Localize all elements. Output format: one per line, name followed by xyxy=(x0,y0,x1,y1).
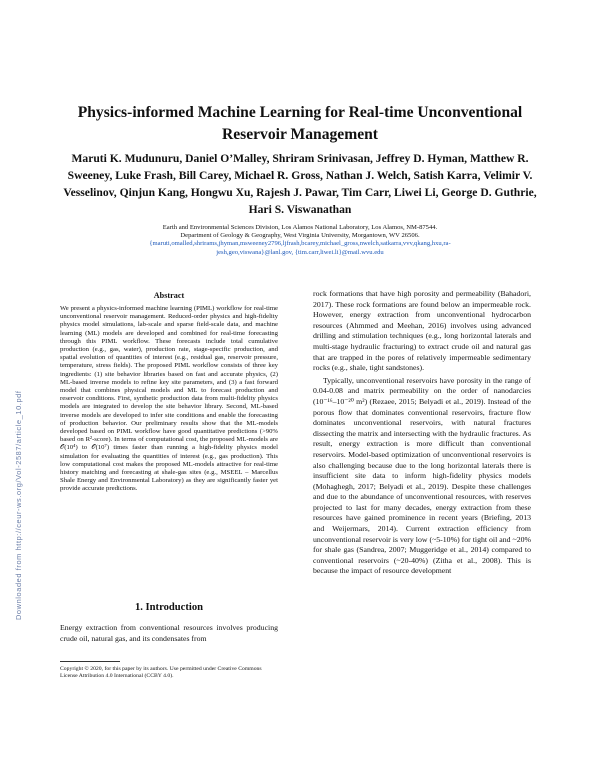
download-stamp-text[interactable]: Downloaded from http://ceur-ws.org/Vol-2587/article_10.pdf xyxy=(14,390,23,620)
paper-title: Physics-informed Machine Learning for Real-time Unconventional Reservoir Management xyxy=(77,104,523,143)
abstract-heading: Abstract xyxy=(153,291,185,300)
affiliation-lanl: Earth and Environmental Sciences Division, Los Alamos National Laboratory, Los Alamos, NM-87544. xyxy=(162,224,438,231)
introduction-heading: 1. Introduction xyxy=(134,602,204,613)
email-link-lanl[interactable]: {maruti,omalled,shrirams,jhyman,msweeney2796,ljfrash,bcarey,michael_gross,nwelch,satkarra,vvv,qkang,hxu,ra- xyxy=(149,240,451,248)
footnote-divider xyxy=(60,661,120,662)
right-column xyxy=(313,289,531,577)
introduction-right-paragraph-2: Typically, unconventional reservoirs have porosity in the range of 0.04-0.08 and matrix permeability on the order of nanodarcies (10⁻¹⁶–10⁻²⁰ m²) (Rezaee, 2015; Belyadi et al., 2019). Instead of the porous flow that dominates conventional reservoirs, fracture flow dominates unconventional reservoirs, with natural fractures dissecting the matrix and intersecting with the hydraulic fractures. As result, energy extraction is more difficult than conventional reservoirs. Model-based optimization of unconventional reservoirs is also challenging because due to the long horizontal laterals there is insufficient site data to inform high-fidelity physics models (Mohaghegh, 2017; Belyadi et al., 2019). Despite these challenges and due to the abundance of unconventional resources, with reserves projected to last for many decades, energy extraction from these resources have gained prominence in recent years (Briefing, 2013 and Weijermars, 2014). Current extraction efficiency from unconventional reservoir is very low (~5-10%) for tight oil and ~20% for shale gas (Sandrea, 2007; Muggeridge et al., 2014) compared to conventional reservoirs (~20-40%) (Zitha et al., 2008). This is because the impact of resource development xyxy=(313,375,531,576)
email-link-lanl-cont[interactable]: jesh,geo,viswana}@lanl.gov, xyxy=(216,248,294,256)
abstract-text: We present a physics-informed machine learning (PIML) workflow for real-time unconventional reservoir management. Reduced-order physics and high-fidelity physics model simulations, lab-scale and sparse field-scale data, and machine learning (ML) models are developed and combined for real-time forecasting through this PIML workflow. These forecasts include total cumulative production (e.g., gas, water), production rate, stage-specific production, and spatial evolution of quantities of interest (e.g., residual gas, reservoir pressure, temperature, stress fields). The proposed PIML workflow consists of three key ingredients: (1) site behavior libraries based on fast and accurate physics, (2) ML-based inverse models to refine key site parameters, and (3) a fast forward model that combines physical models and ML to forecast production and reservoir conditions. First, synthetic production data from multi-fidelity physics models are integrated to develop the site behavior library. Second, ML-based inverse models are developed to infer site conditions and enable the forecasting of production behavior. Our preliminary results show that the ML-models developed based on PIML workflow have good quantitative predictions (>90% based on R²-score). In terms of computational cost, the proposed ML-models are 𝒪(10⁴) to 𝒪(10⁷) times faster than running a high-fidelity physics model simulation for evaluating the quantities of interest (e.g., gas production). This low computational cost makes the proposed ML-models attractive for real-time history matching and forecasting at shale-gas sites (e.g., MSEEL – Marcellus Shale Energy and Environmental Laboratory) as they are significantly faster yet provide accurate predictions. xyxy=(60,305,278,493)
affiliation-wvu: Department of Geology & Geography, West Virginia University, Morgantown, WV 26506. xyxy=(180,232,420,240)
download-stamp xyxy=(3,390,23,620)
email-link-wvu[interactable]: {tim.carr,liwei.li}@mail.wvu.edu xyxy=(294,248,384,256)
copyright-footnote: Copyright © 2020, for this paper by its authors. Use permitted under Creative Commons License Attribution 4.0 International (CCBY 4.0). xyxy=(60,666,262,679)
introduction-right-paragraph-1: rock formations that have high porosity and permeability (Bahadori, 2017). These rock formations are found below an impermeable rock. However, energy extraction from unconventional hydrocarbon resources (Ahmmed and Meehan, 2016) involves using advanced drilling and stimulation techniques (e.g., long horizontal laterals and multi-stage hydraulic fracturing) to extract crude oil and natural gas that are trapped in the pores of relatively impermeable sedimentary rocks (e.g., shale, tight sandstones). xyxy=(313,289,531,373)
affiliations xyxy=(40,224,560,257)
introduction-left-paragraph: Energy extraction from conventional resources involves producing crude oil, natural gas, and its condensates from xyxy=(60,623,278,643)
author-list: Maruti K. Mudunuru, Daniel O’Malley, Shriram Srinivasan, Jeffrey D. Hyman, Matthew R. Sweeney, Luke Frash, Bill Carey, Michael R. Gross, Nathan J. Welch, Satish Karra, Velimir V. Vesselinov, Qinjun Kang, Hongwu Xu, Rajesh J. Pawar, Tim Carr, Liwei Li, George D. Guthrie, Hari S. Viswanathan xyxy=(63,152,537,216)
author-emails xyxy=(40,240,560,256)
